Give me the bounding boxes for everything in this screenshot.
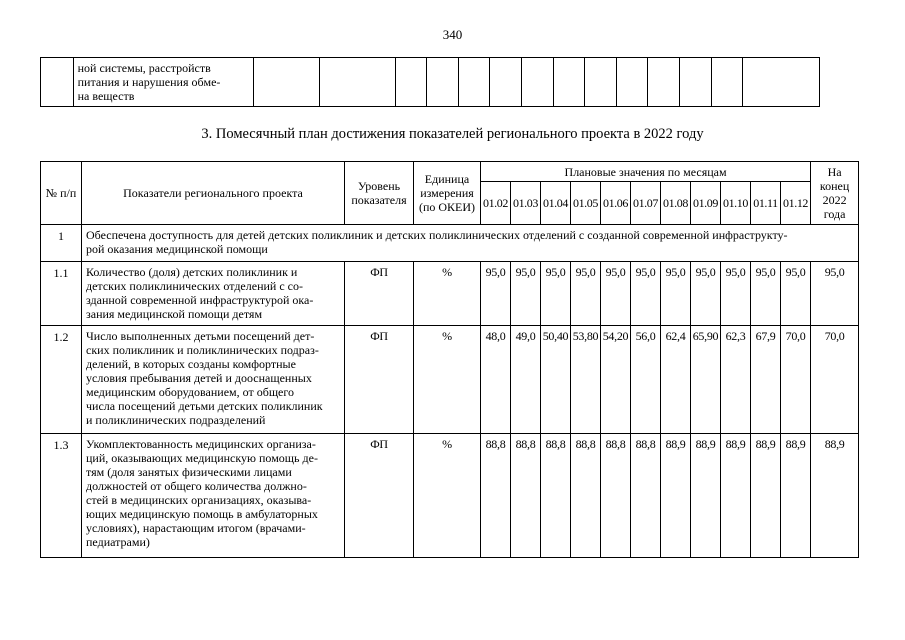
row-end-value: 95,0 bbox=[811, 262, 859, 326]
row-indicator: Укомплектованность медицинских организа- ций, оказывающих медицинскую помощь де- тям (доля занятых физическими лицами должностей от общего количества должно- стей в медицинских организациях, оказыва- ющих медицинскую помощь в амбулаторных условиях), нарастающим итогом (врачами- педиатрами) bbox=[82, 434, 345, 558]
row-value: 95,0 bbox=[751, 262, 781, 326]
row-value: 88,8 bbox=[481, 434, 511, 558]
row-value: 95,0 bbox=[601, 262, 631, 326]
month-header: 01.10 bbox=[721, 182, 751, 225]
row-value: 88,8 bbox=[511, 434, 541, 558]
row-end-value: 70,0 bbox=[811, 326, 859, 434]
continuation-text: ной системы, расстройств питания и нарушения обме- на веществ bbox=[73, 58, 253, 107]
row-value: 49,0 bbox=[511, 326, 541, 434]
table-row bbox=[41, 326, 859, 434]
row-level: ФП bbox=[345, 262, 414, 326]
continuation-row bbox=[41, 58, 820, 107]
row-value: 65,90 bbox=[691, 326, 721, 434]
month-header: 01.12 bbox=[781, 182, 811, 225]
row-value: 67,9 bbox=[751, 326, 781, 434]
row-num: 1.3 bbox=[41, 434, 82, 558]
row-value: 88,8 bbox=[631, 434, 661, 558]
row-value: 88,9 bbox=[781, 434, 811, 558]
row-value: 53,80 bbox=[571, 326, 601, 434]
row-value: 95,0 bbox=[781, 262, 811, 326]
row-value: 88,9 bbox=[751, 434, 781, 558]
row-value: 95,0 bbox=[631, 262, 661, 326]
header-planned: Плановые значения по месяцам bbox=[481, 162, 811, 182]
continuation-table bbox=[40, 57, 820, 107]
header-end: На конец 2022 года bbox=[811, 162, 859, 225]
month-header: 01.06 bbox=[601, 182, 631, 225]
month-header: 01.04 bbox=[541, 182, 571, 225]
row-value: 95,0 bbox=[691, 262, 721, 326]
monthly-plan-table bbox=[40, 161, 859, 558]
row-value: 88,9 bbox=[661, 434, 691, 558]
row-value: 88,9 bbox=[721, 434, 751, 558]
row-indicator: Количество (доля) детских поликлиник и детских поликлинических отделений с со- зданной современной инфраструктурой ока- зания медицинской помощи детям bbox=[82, 262, 345, 326]
header-level: Уровень показателя bbox=[345, 162, 414, 225]
row-value: 48,0 bbox=[481, 326, 511, 434]
row-value: 95,0 bbox=[571, 262, 601, 326]
row-value: 88,8 bbox=[601, 434, 631, 558]
header-indicator: Показатели регионального проекта bbox=[82, 162, 345, 225]
row-value: 95,0 bbox=[721, 262, 751, 326]
row-num: 1.2 bbox=[41, 326, 82, 434]
row-indicator: Число выполненных детьми посещений дет- ских поликлиник и поликлинических подраз- делений, в которых созданы комфортные условия пребывания детей и дооснащенных медицинским оборудованием, от общего числа посещений детьми детских поликлиник и поликлинических подразделений bbox=[82, 326, 345, 434]
row-num: 1.1 bbox=[41, 262, 82, 326]
row-value: 88,8 bbox=[541, 434, 571, 558]
row-value: 88,8 bbox=[571, 434, 601, 558]
row-level: ФП bbox=[345, 434, 414, 558]
header-num: № п/п bbox=[41, 162, 82, 225]
month-header: 01.05 bbox=[571, 182, 601, 225]
month-header: 01.11 bbox=[751, 182, 781, 225]
group-row bbox=[41, 225, 859, 262]
row-value: 95,0 bbox=[661, 262, 691, 326]
page-number: 340 bbox=[442, 27, 463, 42]
row-value: 95,0 bbox=[481, 262, 511, 326]
row-end-value: 88,9 bbox=[811, 434, 859, 558]
group-num: 1 bbox=[41, 225, 82, 262]
row-value: 54,20 bbox=[601, 326, 631, 434]
header-row-top bbox=[41, 162, 859, 182]
row-value: 62,3 bbox=[721, 326, 751, 434]
table-row bbox=[41, 262, 859, 326]
month-header: 01.08 bbox=[661, 182, 691, 225]
row-value: 95,0 bbox=[541, 262, 571, 326]
row-value: 88,9 bbox=[691, 434, 721, 558]
header-unit: Единица измерения (по ОКЕИ) bbox=[414, 162, 481, 225]
month-header: 01.03 bbox=[511, 182, 541, 225]
row-unit: % bbox=[414, 326, 481, 434]
row-unit: % bbox=[414, 434, 481, 558]
group-text: Обеспечена доступность для детей детских поликлиник и детских поликлинических отделений с созданной современной инфраструкту- рой оказания медицинской помощи bbox=[82, 225, 859, 262]
row-value: 70,0 bbox=[781, 326, 811, 434]
month-header: 01.02 bbox=[481, 182, 511, 225]
row-value: 62,4 bbox=[661, 326, 691, 434]
section-title: 3. Помесячный план достижения показателей регионального проекта в 2022 году bbox=[201, 126, 704, 142]
table-row bbox=[41, 434, 859, 558]
month-header: 01.09 bbox=[691, 182, 721, 225]
row-level: ФП bbox=[345, 326, 414, 434]
row-value: 50,40 bbox=[541, 326, 571, 434]
month-header: 01.07 bbox=[631, 182, 661, 225]
row-unit: % bbox=[414, 262, 481, 326]
row-value: 95,0 bbox=[511, 262, 541, 326]
row-value: 56,0 bbox=[631, 326, 661, 434]
